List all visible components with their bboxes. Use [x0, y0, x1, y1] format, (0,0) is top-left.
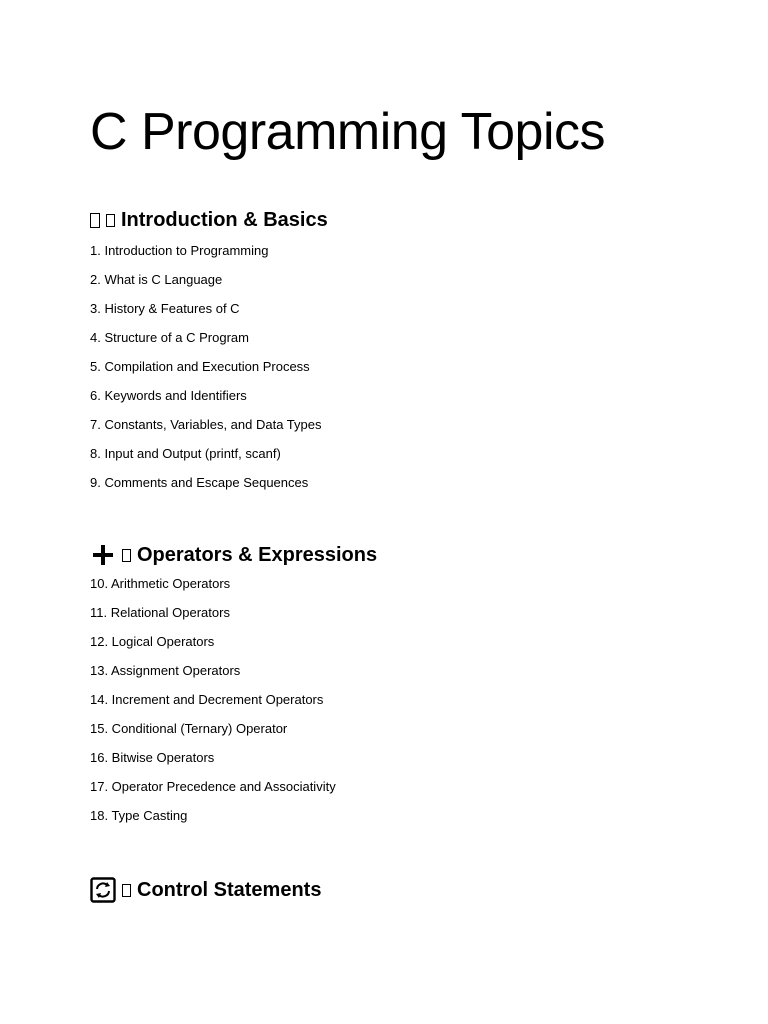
topic-list	[90, 576, 690, 837]
section-control-statements	[90, 876, 690, 904]
topic-item: 4. Structure of a C Program	[90, 330, 249, 345]
topic-item: 9. Comments and Escape Sequences	[90, 475, 309, 490]
plus-icon	[90, 542, 116, 568]
topic-item: 5. Compilation and Execution Process	[90, 359, 310, 374]
topic-item: 11. Relational Operators	[90, 605, 230, 620]
section-heading	[90, 541, 690, 569]
topic-item: 12. Logical Operators	[90, 634, 215, 649]
section-heading	[90, 876, 690, 904]
missing-glyph-icon	[122, 549, 131, 562]
topic-item: 7. Constants, Variables, and Data Types	[90, 417, 322, 432]
topic-list	[90, 243, 690, 504]
section-heading-text: Operators & Expressions	[137, 543, 378, 566]
topic-item: 13. Assignment Operators	[90, 663, 241, 678]
missing-glyph-icon	[106, 214, 115, 227]
topic-item: 10. Arithmetic Operators	[90, 576, 231, 591]
missing-glyph-icon	[122, 884, 131, 897]
section-heading-text: Control Statements	[137, 878, 322, 901]
missing-glyph-icon	[90, 213, 100, 228]
topic-item: 16. Bitwise Operators	[90, 750, 215, 765]
repeat-icon	[90, 877, 116, 903]
section-introduction-basics	[90, 206, 690, 504]
section-operators-expressions	[90, 541, 690, 837]
topic-item: 18. Type Casting	[90, 808, 188, 823]
topic-item: 6. Keywords and Identifiers	[90, 388, 247, 403]
section-heading-text: Introduction & Basics	[121, 208, 328, 231]
topic-item: 15. Conditional (Ternary) Operator	[90, 721, 288, 736]
topic-item: 2. What is C Language	[90, 272, 223, 287]
topic-item: 1. Introduction to Programming	[90, 243, 269, 258]
topic-item: 14. Increment and Decrement Operators	[90, 692, 324, 707]
topic-item: 3. History & Features of C	[90, 301, 240, 316]
topic-item: 8. Input and Output (printf, scanf)	[90, 446, 281, 461]
page-title: C Programming Topics	[90, 103, 606, 161]
topic-item: 17. Operator Precedence and Associativity	[90, 779, 336, 794]
section-heading	[90, 206, 690, 234]
